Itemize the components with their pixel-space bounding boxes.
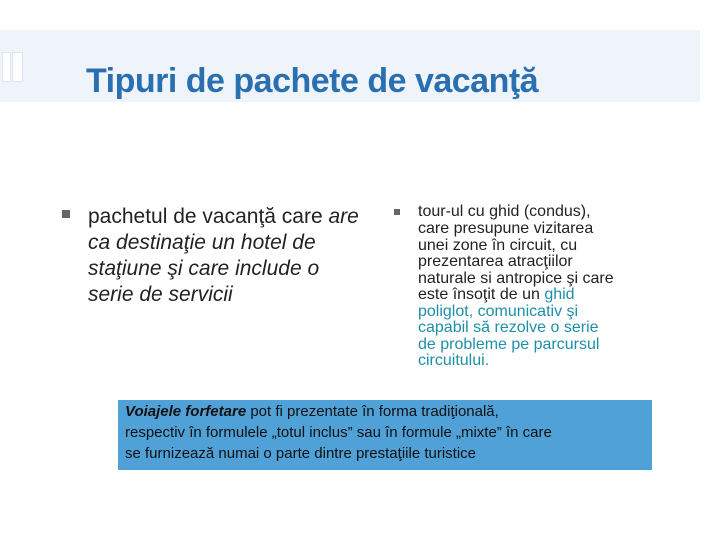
note-box [118,400,652,470]
left-bullet-normal-text: pachetul de vacanţă care [88,205,323,228]
note-text: pot fi prezentate în forma tradiţională, respectiv în formulele „totul inclus” sau în formule „mixte” în care se furnizează numai o parte dintre prestaţiile turistice [125,403,552,462]
right-bullet-body-part2: poliglot, comunicativ şi capabil să rezolve o serie de probleme pe parcursul circuitului. [418,302,600,369]
left-bullet-text [88,204,362,308]
right-bullet-body [418,221,694,370]
note-lead-term: Voiajele forfetare [125,403,247,420]
right-bullet-ghid-highlight: ghid [544,286,575,303]
left-bullet-italic-text: are ca destinaţie un hotel de staţiune şi care include o serie de servicii [88,205,359,306]
corner-decoration [2,52,22,80]
right-bullet-lead: tour-ul cu ghid (condus), [418,203,591,220]
square-bullet-icon [394,209,400,215]
left-bullet-item [62,204,362,308]
right-bullet-body-part1: care presupune vizitarea unei zone în circuit, cu prezentarea atracţiilor naturale si antropice şi care este însoţit de un [418,220,614,303]
right-bullet-item [394,203,694,370]
slide-title: Tipuri de pachete de vacanţă [86,62,539,100]
square-bullet-icon [62,210,70,218]
